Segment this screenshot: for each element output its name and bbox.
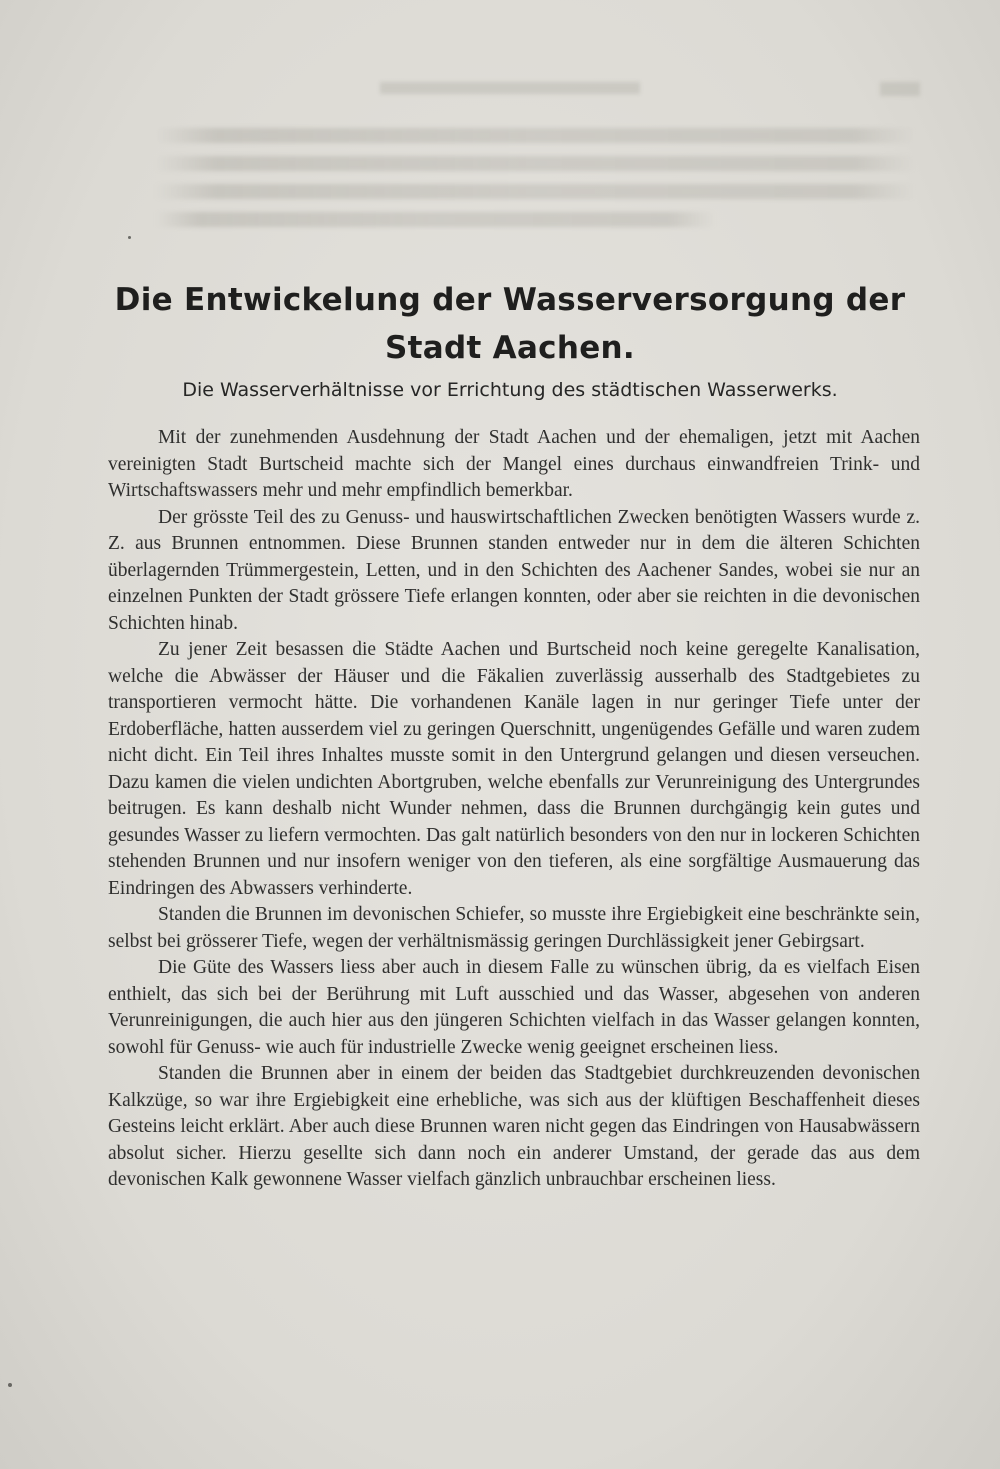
- paragraph: Der grösste Teil des zu Genuss- und hauswirtschaftlichen Zwecken benötigten Wassers wurde z. Z. aus Brunnen entnommen. Diese Brunnen standen entweder nur in dem die älteren Schichten überlagernden Trümmergestein, Letten, und in den Schichten des Aachener Sandes, wobei sie nur an einzelnen Punkten der Stadt grössere Tiefe erlangen konnten, oder aber sie reichten in die devonischen Schichten hinab.: [108, 506, 920, 634]
- paragraph: Die Güte des Wassers liess aber auch in diesem Falle zu wünschen übrig, da es vielfach Eisen enthielt, das sich bei der Berührung mit Luft ausschied und das Wasser, abgesehen von anderen Verunreinigungen, die auch hier aus den jüngeren Schichten vielfach in das Wasser gelangen konnten, sowohl für Genuss- wie auch für industrielle Zwecke wenig geeignet erscheinen liess.: [108, 957, 920, 1058]
- paragraph: Mit der zunehmenden Ausdehnung der Stadt Aachen und der ehemaligen, jetzt mit Aachen vereinigten Stadt Burtscheid machte sich der Mangel eines durchaus einwandfreien Trink- und Wirtschaftswassers mehr und mehr empfindlich bemerkbar.: [108, 427, 920, 501]
- show-through-text: [0, 0, 1000, 260]
- dust-speck: [128, 236, 131, 239]
- show-through-line: [155, 212, 715, 227]
- section-subtitle: Die Wasserverhältnisse vor Errichtung des städtischen Wasserwerks.: [182, 379, 838, 401]
- show-through-line: [155, 184, 915, 199]
- show-through-page-number: [880, 82, 920, 96]
- dust-speck: [8, 1383, 12, 1387]
- show-through-line: [155, 128, 915, 143]
- paragraph: Standen die Brunnen aber in einem der beiden das Stadtgebiet durchkreuzenden devonischen Kalkzüge, so war ihre Ergiebigkeit eine erhebliche, was sich aus der klüftigen Beschaffenheit dieses Gesteins leicht erklärt. Aber auch diese Brunnen waren nicht gegen das Eindringen von Hausabwässern absolut sicher. Hierzu gesellte sich dann noch ein anderer Umstand, der gerade das aus dem devonischen Kalk gewonnene Wasser vielfach gänzlich unbrauchbar erscheinen liess.: [108, 1063, 920, 1190]
- paragraph: Standen die Brunnen im devonischen Schiefer, so musste ihre Ergiebigkeit eine beschränkte sein, selbst bei grösserer Tiefe, wegen der verhältnismässig geringen Durchlässigkeit jener Gebirgsart.: [108, 904, 920, 952]
- document-title: Die Entwickelung der Wasserversorgung der Stadt Aachen.: [114, 282, 906, 366]
- show-through-running-head: [380, 82, 640, 94]
- paragraph: Zu jener Zeit besassen die Städte Aachen und Burtscheid noch keine geregelte Kanalisation, welche die Abwässer der Häuser und die Fäkalien zuverlässig ausserhalb des Stadtgebietes zu transportieren vermocht hätte. Die vorhandenen Kanäle lagen in nur geringer Tiefe unter der Erdoberfläche, hatten ausserdem viel zu geringen Querschnitt, ungenügendes Gefälle und waren zudem nicht dicht. Ein Teil ihres Inhaltes musste somit in den Untergrund gelangen und diesen verseuchen. Dazu kamen die vielen undichten Abortgruben, welche ebenfalls zur Verunreinigung des Untergrundes beitrugen. Es kann deshalb nicht Wunder nehmen, dass die Brunnen durchgängig kein gutes und gesundes Wasser zu liefern vermochten. Das galt natürlich besonders von den nur in lockeren Schichten stehenden Brunnen und nur insofern weniger von den tieferen, als eine sorgfältige Ausmauerung das Eindringen des Abwassers verhinderte.: [108, 639, 920, 899]
- body-text: [108, 425, 920, 1194]
- show-through-line: [155, 156, 915, 171]
